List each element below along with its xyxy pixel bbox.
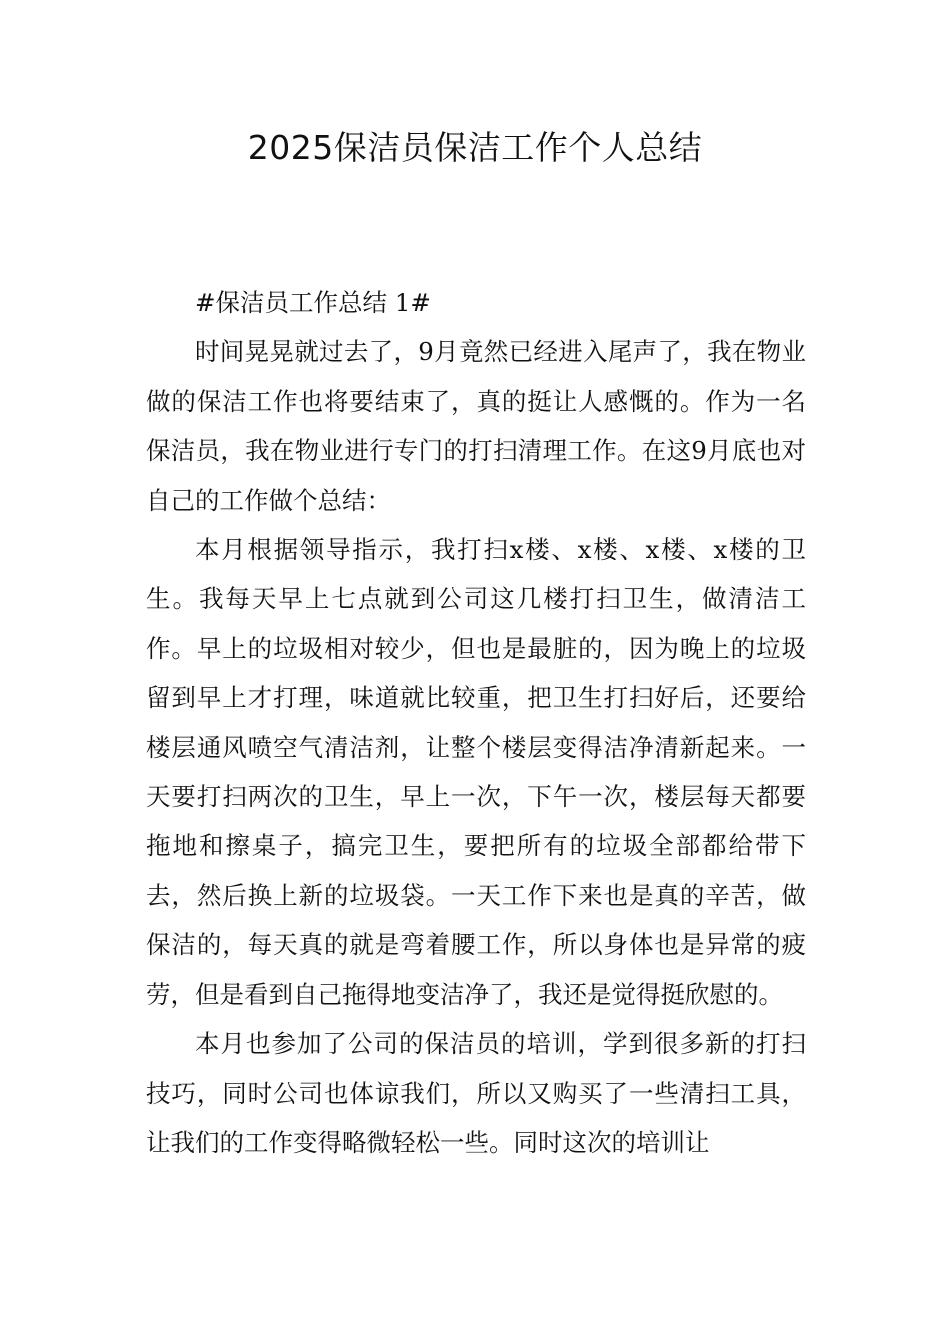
- paragraph-2: 本月根据领导指示，我打扫x楼、x楼、x楼、x楼的卫生。我每天早上七点就到公司这几楼打扫卫生，做清洁工作。早上的垃圾相对较少，但也是最脏的，因为晚上的垃圾留到早上才打理，味道就比较重，把卫生打扫好后，还要给楼层通风喷空气清洁剂，让整个楼层变得洁净清新起来。一天要打扫两次的卫生，早上一次，下午一次，楼层每天都要拖地和擦桌子，搞完卫生，要把所有的垃圾全部都给带下去，然后换上新的垃圾袋。一天工作下来也是真的辛苦，做保洁的，每天真的就是弯着腰工作，所以身体也是异常的疲劳，但是看到自己拖得地变洁净了，我还是觉得挺欣慰的。: [146, 535, 806, 1009]
- document-body: [146, 278, 806, 1167]
- paragraph-3: 本月也参加了公司的保洁员的培训，学到很多新的打扫技巧，同时公司也体谅我们，所以又购买了一些清扫工具，让我们的工作变得略微轻松一些。同时这次的培训让: [146, 1029, 806, 1157]
- paragraph-1: 时间晃晃就过去了，9月竟然已经进入尾声了，我在物业做的保洁工作也将要结束了，真的挺让人感慨的。作为一名保洁员，我在物业进行专门的打扫清理工作。在这9月底也对自己的工作做个总结：: [146, 337, 806, 515]
- section-heading: #保洁员工作总结 1#: [195, 288, 431, 317]
- document-title: 2025保洁员保洁工作个人总结: [247, 128, 703, 167]
